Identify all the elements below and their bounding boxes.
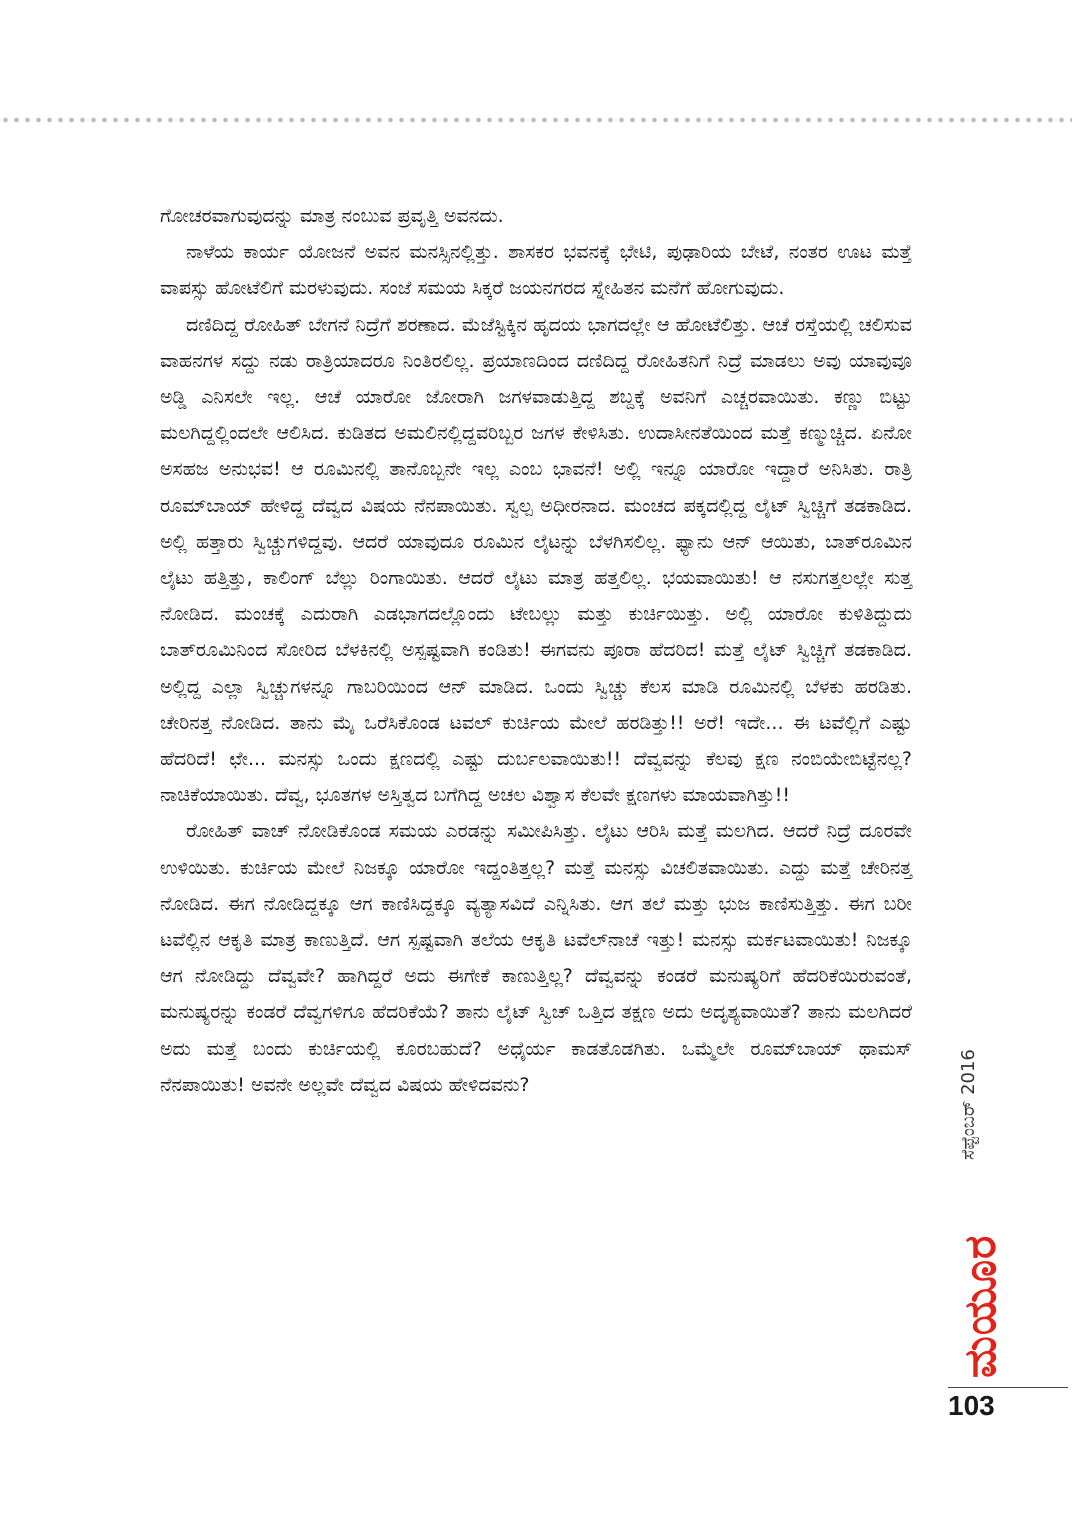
issue-date [958, 1049, 988, 1160]
paragraph: ರೋಹಿತ್ ವಾಚ್ ನೋಡಿಕೊಂಡ ಸಮಯ ಎರಡನ್ನು ಸಮೀಪಿಸಿತ್ತು. ಲೈಟು ಆರಿಸಿ ಮತ್ತೆ ಮಲಗಿದ. ಆದರೆ ನಿದ್ರೆ ದೂರವೇ ಉಳಿಯಿತು. ಕುರ್ಚಿಯ ಮೇಲೆ ನಿಜಕ್ಕೂ ಯಾರೋ ಇದ್ದಂತಿತ್ತಲ್ಲ? ಮತ್ತೆ ಮನಸ್ಸು ವಿಚಲಿತವಾಯಿತು. ಎದ್ದು ಮತ್ತೆ ಚೇರಿನತ್ತ ನೋಡಿದ. ಈಗ ನೋಡಿದ್ದಕ್ಕೂ ಆಗ ಕಾಣಿಸಿದ್ದಕ್ಕೂ ವ್ಯತ್ಯಾಸವಿದೆ ಎನ್ನಿಸಿತು. ಆಗ ತಲೆ ಮತ್ತು ಭುಜ ಕಾಣಿಸುತ್ತಿತ್ತು. ಈಗ ಬರೀ ಟವೆಲ್ಲಿನ ಆಕೃತಿ ಮಾತ್ರ ಕಾಣುತ್ತಿದೆ. ಆಗ ಸ್ಪಷ್ಟವಾಗಿ ತಲೆಯ ಆಕೃತಿ ಟವೆಲ್‌ನಾಚೆ ಇತ್ತು! ಮನಸ್ಸು ಮರ್ಕಟವಾಯಿತು! ನಿಜಕ್ಕೂ ಆಗ ನೋಡಿದ್ದು ದೆವ್ವವೇ? ಹಾಗಿದ್ದರೆ ಅದು ಈಗೇಕೆ ಕಾಣುತ್ತಿಲ್ಲ? ದೆವ್ವವನ್ನು ಕಂಡರೆ ಮನುಷ್ಯರಿಗೆ ಹೆದರಿಕೆಯಿರುವಂತೆ, ಮನುಷ್ಯರನ್ನು ಕಂಡರೆ ದೆವ್ವಗಳಿಗೂ ಹೆದರಿಕೆಯೆ? ತಾನು ಲೈಟ್ ಸ್ವಿಚ್ ಒತ್ತಿದ ತಕ್ಷಣ ಅದು ಅದೃಶ್ಯವಾಯಿತೆ? ತಾನು ಮಲಗಿದರೆ ಅದು ಮತ್ತೆ ಬಂದು ಕುರ್ಚಿಯಲ್ಲಿ ಕೂರಬಹುದೆ? ಅಧೈರ್ಯ ಕಾಡತೊಡಗಿತು. ಒಮ್ಮೆಲೇ ರೂಮ್‌ಬಾಯ್ ಥಾಮಸ್ ನೆನಪಾಯಿತು! ಅವನೇ ಅಲ್ಲವೇ ದೆವ್ವದ ವಿಷಯ ಹೇಳಿದವನು? [160, 820, 912, 1096]
paragraph: ಗೋಚರವಾಗುವುದನ್ನು ಮಾತ್ರ ನಂಬುವ ಪ್ರವೃತ್ತಿ ಅವನದು. [160, 205, 504, 227]
article-body [160, 198, 912, 1103]
dotted-divider [0, 117, 1072, 123]
paragraph: ದಣಿದಿದ್ದ ರೋಹಿತ್ ಬೇಗನೆ ನಿದ್ರೆಗೆ ಶರಣಾದ. ಮೆಜೆಸ್ಟಿಕ್ಕಿನ ಹೃದಯ ಭಾಗದಲ್ಲೇ ಆ ಹೋಟೆಲಿತ್ತು. ಆಚೆ ರಸ್ತೆಯಲ್ಲಿ ಚಲಿಸುವ ವಾಹನಗಳ ಸದ್ದು ನಡು ರಾತ್ರಿಯಾದರೂ ನಿಂತಿರಲಿಲ್ಲ. ಪ್ರಯಾಣದಿಂದ ದಣಿದಿದ್ದ ರೋಹಿತನಿಗೆ ನಿದ್ರೆ ಮಾಡಲು ಅವು ಯಾವುವೂ ಅಡ್ಡಿ ಎನಿಸಲೇ ಇಲ್ಲ. ಆಚೆ ಯಾರೋ ಜೋರಾಗಿ ಜಗಳವಾಡುತ್ತಿದ್ದ ಶಬ್ದಕ್ಕೆ ಅವನಿಗೆ ಎಚ್ಚರವಾಯಿತು. ಕಣ್ಣು ಬಿಟ್ಟು ಮಲಗಿದ್ದಲ್ಲಿಂದಲೇ ಆಲಿಸಿದ. ಕುಡಿತದ ಅಮಲಿನಲ್ಲಿದ್ದವರಿಬ್ಬರ ಜಗಳ ಕೇಳಿಸಿತು. ಉದಾಸೀನತೆಯಿಂದ ಮತ್ತೆ ಕಣ್ಮುಚ್ಚಿದ. ಏನೋ ಅಸಹಜ ಅನುಭವ! ಆ ರೂಮಿನಲ್ಲಿ ತಾನೊಬ್ಬನೇ ಇಲ್ಲ ಎಂಬ ಭಾವನೆ! ಅಲ್ಲಿ ಇನ್ನೂ ಯಾರೋ ಇದ್ದಾರೆ ಅನಿಸಿತು. ರಾತ್ರಿ ರೂಮ್‌ಬಾಯ್ ಹೇಳಿದ್ದ ದೆವ್ವದ ವಿಷಯ ನೆನಪಾಯಿತು. ಸ್ವಲ್ಪ ಅಧೀರನಾದ. ಮಂಚದ ಪಕ್ಕದಲ್ಲಿದ್ದ ಲೈಟ್ ಸ್ವಿಚ್ಚಿಗೆ ತಡಕಾಡಿದ. ಅಲ್ಲಿ ಹತ್ತಾರು ಸ್ವಿಚ್ಚುಗಳಿದ್ದವು. ಆದರೆ ಯಾವುದೂ ರೂಮಿನ ಲೈಟನ್ನು ಬೆಳಗಿಸಲಿಲ್ಲ. ಫ್ಯಾನು ಆನ್ ಆಯಿತು, ಬಾತ್‌ರೂಮಿನ ಲೈಟು ಹತ್ತಿತ್ತು, ಕಾಲಿಂಗ್ ಬೆಲ್ಲು ರಿಂಗಾಯಿತು. ಆದರೆ ಲೈಟು ಮಾತ್ರ ಹತ್ತಲಿಲ್ಲ. ಭಯವಾಯಿತು! ಆ ನಸುಗತ್ತಲಲ್ಲೇ ಸುತ್ತ ನೋಡಿದ. ಮಂಚಕ್ಕೆ ಎದುರಾಗಿ ಎಡಭಾಗದಲ್ಲೊಂದು ಟೇಬಲ್ಲು ಮತ್ತು ಕುರ್ಚಿಯಿತ್ತು. ಅಲ್ಲಿ ಯಾರೋ ಕುಳಿತಿದ್ದುದು ಬಾತ್‌ರೂಮಿನಿಂದ ಸೋರಿದ ಬೆಳಕಿನಲ್ಲಿ ಅಸ್ಪಷ್ಟವಾಗಿ ಕಂಡಿತು! ಈಗವನು ಪೂರಾ ಹೆದರಿದ! ಮತ್ತೆ ಲೈಟ್ ಸ್ವಿಚ್ಚಿಗೆ ತಡಕಾಡಿದ. ಅಲ್ಲಿದ್ದ ಎಲ್ಲಾ ಸ್ವಿಚ್ಚುಗಳನ್ನೂ ಗಾಬರಿಯಿಂದ ಆನ್ ಮಾಡಿದ. ಒಂದು ಸ್ವಿಚ್ಚು ಕೆಲಸ ಮಾಡಿ ರೂಮಿನಲ್ಲಿ ಬೆಳಕು ಹರಡಿತು. ಚೇರಿನತ್ತ ನೋಡಿದ. ತಾನು ಮೈ ಒರೆಸಿಕೊಂಡ ಟವಲ್ ಕುರ್ಚಿಯ ಮೇಲೆ ಹರಡಿತ್ತು!! ಅರೆ! ಇದೇ... ಈ ಟವೆಲ್ಲಿಗೆ ಎಷ್ಟು ಹೆದರಿದೆ! ಛೇ... ಮನಸ್ಸು ಒಂದು ಕ್ಷಣದಲ್ಲಿ ಎಷ್ಟು ದುರ್ಬಲವಾಯಿತು!! ದೆವ್ವವನ್ನು ಕೆಲವು ಕ್ಷಣ ನಂಬಿಯೇಬಿಟ್ಟೆನಲ್ಲ? ನಾಚಿಕೆಯಾಯಿತು. ದೆವ್ವ, ಭೂತಗಳ ಅಸ್ತಿತ್ವದ ಬಗೆಗಿದ್ದ ಅಚಲ ವಿಶ್ವಾಸ ಕೆಲವೇ ಕ್ಷಣಗಳು ಮಾಯವಾಗಿತ್ತು!! [160, 313, 912, 807]
paragraph: ನಾಳೆಯ ಕಾರ್ಯ ಯೋಜನೆ ಅವನ ಮನಸ್ಸಿನಲ್ಲಿತ್ತು. ಶಾಸಕರ ಭವನಕ್ಕೆ ಭೇಟಿ, ಪುಢಾರಿಯ ಬೇಟೆ, ನಂತರ ಊಟ ಮತ್ತೆ ವಾಪಸ್ಸು ಹೋಟೆಲಿಗೆ ಮರಳುವುದು. ಸಂಜೆ ಸಮಯ ಸಿಕ್ಕರೆ ಜಯನಗರದ ಸ್ನೇಹಿತನ ಮನೆಗೆ ಹೋಗುವುದು. [160, 241, 912, 300]
magazine-brand: ಮಯೂರ [955, 1234, 1006, 1378]
page-number: 103 [948, 1390, 995, 1421]
issue-date-text: ಸೆಪ್ಟೆಂಬರ್ 2016 [958, 1049, 979, 1160]
page-number-rule [948, 1387, 1068, 1388]
